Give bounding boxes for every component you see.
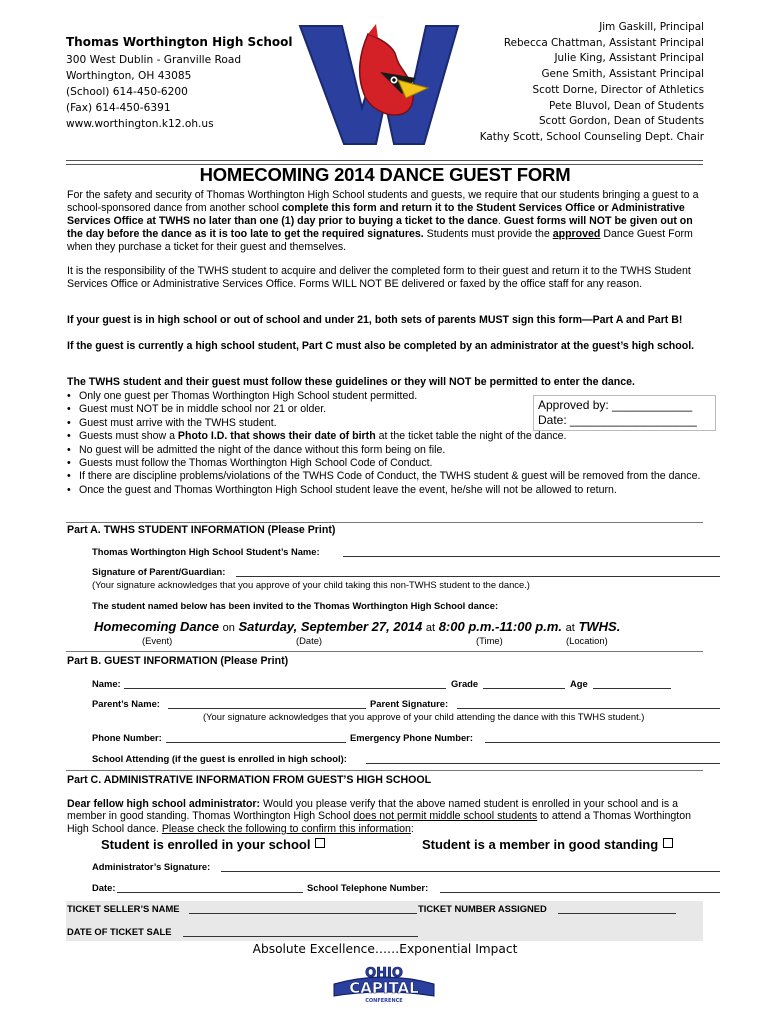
event-date: Saturday, September 27, 2014 [238,619,423,634]
grade-input[interactable] [483,678,565,689]
admin-date-label: Date: [92,882,116,893]
emergency-phone-label: Emergency Phone Number: [350,732,473,743]
staff-counseling: Kathy Scott, School Counseling Dept. Chair [479,130,704,143]
list-item: • Once the guest and Thomas Worthington High School student leave the event, he/she will not be allowed to return. [67,484,707,497]
staff-asst-principal: Gene Smith, Assistant Principal [541,68,704,81]
ticket-number-input[interactable] [558,903,676,914]
admin-signature-label: Administrator’s Signature: [92,861,211,872]
invited-text: The student named below has been invited to the Thomas Worthington High School dance: [92,600,499,611]
school-telephone-input[interactable] [440,882,720,893]
part-a-heading: Part A. TWHS STUDENT INFORMATION (Please Print) [67,524,336,536]
enrolled-label: Student is enrolled in your school [101,837,311,852]
parent-signature-input[interactable] [236,566,720,577]
event-name: Homecoming Dance [94,619,219,634]
ticket-number-label: TICKET NUMBER ASSIGNED [418,903,547,914]
guest-name-input[interactable] [124,678,446,689]
guest-signature-note: (Your signature acknowledges that you approve of your child attending the dance with this TWHS student.) [203,711,645,722]
logo-text-capital: CAPITAL [349,979,419,997]
enrolled-checkbox[interactable] [315,838,325,848]
divider [66,522,703,523]
school-telephone-label: School Telephone Number: [307,882,429,893]
logo-text-conference: CONFERENCE [365,998,403,1004]
age-input[interactable] [593,678,671,689]
school-name: Thomas Worthington High School [66,35,293,49]
parent-signature-label: Signature of Parent/Guardian: [92,566,226,577]
grade-label: Grade [451,678,479,689]
ticket-seller-input[interactable] [189,903,417,914]
part-c-notice: If the guest is currently a high school student, Part C must also be completed by an administrator at the guest’s high school. [67,340,695,352]
event-time: 8:00 p.m.-11:00 p.m. [438,619,563,634]
staff-dean: Pete Bluvol, Dean of Students [549,99,704,112]
staff-list [480,20,704,146]
list-item: • If there are discipline problems/violations of the TWHS Code of Conduct, the TWHS student & guest will be removed from the dance. [67,470,707,483]
school-fax: (Fax) 614-450-6391 [66,102,171,114]
list-item: • Guest must NOT be in middle school nor 21 or older. [67,403,707,416]
list-item: • No guest will be admitted the night of the dance without this form being on file. [67,444,707,457]
phone-label: Phone Number: [92,732,162,743]
dance-details: Homecoming Dance on Saturday, September 27, 2014 at 8:00 p.m.-11:00 p.m. at TWHS. [94,619,621,634]
student-name-input[interactable] [343,546,720,557]
staff-asst-principal: Rebecca Chattman, Assistant Principal [503,36,704,49]
guidelines-heading: The TWHS student and their guest must follow these guidelines or they will NOT be permitted to enter the dance. [67,376,636,388]
divider [66,770,703,771]
guest-parent-signature-label: Parent Signature: [370,698,449,709]
intro-paragraph: For the safety and security of Thomas Worthington High School students and guests, we require that our students bringing a guest to a school-sponsored dance from another school complete this form and return it to the Student Services Office or Administrative Services Office at TWHS no later than one (1) day prior to buying a ticket to the dance. Guest forms will NOT be given out on the day before the dance as it is too late to get the required signatures. Students must provide the approved Dance Guest Form when they purchase a ticket for their guest and themselves. [67,189,699,253]
approval-date-field[interactable]: Date: ___________________ [538,413,697,427]
school-website[interactable]: www.worthington.k12.oh.us [66,118,214,130]
part-c-body: Dear fellow high school administrator: Would you please verify that the above named student is enrolled in your school and is a member in good standing. Thomas Worthington High School does not permit middle school students to attend a Thomas Worthington High School dance. Please check the following to confirm this information: [67,798,692,835]
ohio-capital-conference-logo [328,962,440,1004]
approval-box [533,395,716,431]
parents-name-label: Parent’s Name: [92,698,160,709]
good-standing-label: Student is a member in good standing [422,837,659,852]
school-phone: (School) 614-450-6200 [66,86,188,98]
address-line: 300 West Dublin - Granville Road [66,54,242,66]
form-title: HOMECOMING 2014 DANCE GUEST FORM [199,164,571,185]
admin-date-input[interactable] [117,882,303,893]
ticket-seller-label: TICKET SELLER’S NAME [67,903,180,914]
student-name-label: Thomas Worthington High School Student’s Name: [92,546,320,557]
guest-parent-signature-input[interactable] [457,698,720,709]
emergency-phone-input[interactable] [485,732,720,743]
parents-name-input[interactable] [168,698,366,709]
good-standing-checkbox-row[interactable] [422,837,673,852]
phone-input[interactable] [166,732,346,743]
staff-athletics: Scott Dorne, Director of Athletics [532,83,704,96]
address-line: Worthington, OH 43085 [66,70,192,82]
parents-sign-notice: If your guest is in high school or out of school and under 21, both sets of parents MUST sign this form—Part A and Part B! [67,314,683,326]
parent-signature-note: (Your signature acknowledges that you approve of your child taking this non-TWHS student to the dance.) [92,579,530,590]
admin-signature-input[interactable] [221,861,720,872]
time-caption: (Time) [476,635,503,646]
staff-principal: Jim Gaskill, Principal [599,21,704,33]
event-location: TWHS. [578,619,621,634]
event-caption: (Event) [142,635,173,646]
staff-asst-principal: Julie King, Assistant Principal [554,52,704,65]
divider [66,651,703,652]
enrolled-checkbox-row[interactable] [101,837,325,852]
list-item: • Guests must show a Photo I.D. that shows their date of birth at the ticket table the night of the dance. [67,430,707,443]
list-item: • Guests must follow the Thomas Worthington High School Code of Conduct. [67,457,707,470]
age-label: Age [570,678,588,689]
approved-by-field[interactable]: Approved by: ____________ [538,398,693,412]
part-b-heading: Part B. GUEST INFORMATION (Please Print) [67,655,289,667]
good-standing-checkbox[interactable] [663,838,673,848]
part-c-heading: Part C. ADMINISTRATIVE INFORMATION FROM GUEST’S HIGH SCHOOL [67,774,432,786]
staff-dean: Scott Gordon, Dean of Students [538,115,704,128]
list-item: • Guest must arrive with the TWHS student. [67,417,707,430]
school-attending-input[interactable] [366,753,720,764]
school-attending-label: School Attending (if the guest is enrolled in high school): [92,753,347,764]
logo-text-ohio: OHIO [365,966,403,981]
date-caption: (Date) [296,635,323,646]
guest-name-label: Name: [92,678,121,689]
ticket-date-input[interactable] [183,926,418,937]
school-motto: Absolute Excellence……Exponential Impact [252,942,518,956]
responsibility-paragraph: It is the responsibility of the TWHS student to acquire and deliver the completed form to their guest and return it to the TWHS Student Services Office or Administrative Services Office. Forms WILL NOT BE delivered or faxed by the office staff for any reason. [67,265,691,290]
location-caption: (Location) [566,635,608,646]
list-item: • Only one guest per Thomas Worthington High School student permitted. [67,390,707,403]
school-info [66,34,292,132]
cardinal-w-logo [298,22,460,148]
ticket-date-label: DATE OF TICKET SALE [67,926,172,937]
